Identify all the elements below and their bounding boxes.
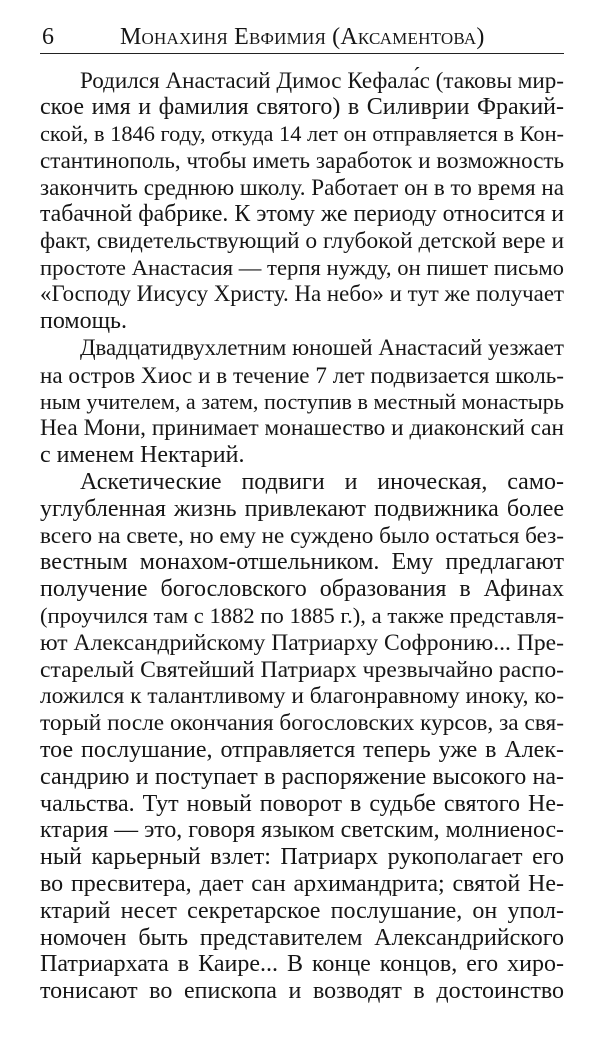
text-line: вестным монахом-отшельником. Ему предлагают — [40, 549, 564, 576]
text-line: тонисают во епископа и возводят в достоинство — [40, 978, 564, 1005]
page-number: 6 — [42, 24, 54, 50]
running-head — [40, 22, 564, 52]
text-line: стантинополь, чтобы иметь заработок и возможность — [40, 147, 564, 174]
running-head-title: Монахиня Евфимия (Аксаментова) — [120, 24, 485, 50]
text-line: ское имя и фамилия святого) в Силиврии Фракий- — [40, 93, 564, 120]
text-line: «Господу Иисусу Христу. На небо» и тут же получает — [40, 281, 564, 307]
text-line: Двадцатидвухлетним юношей Анастасий уезжает — [80, 334, 564, 360]
text-line: ют Александрийскому Патриарху Софронию... Пре- — [40, 629, 564, 656]
text-line: Родился Анастасий Димос Кефала́с (таковы мир- — [80, 67, 564, 93]
text-line: всего на свете, но ему не суждено было остаться без- — [40, 522, 564, 549]
text-line: получение богословского образования в Афинах — [40, 576, 564, 603]
text-line: номочен быть представителем Александрийского — [40, 924, 564, 951]
text-line: (проучился там с 1882 по 1885 г.), а также представля- — [40, 602, 564, 628]
text-line: закончить среднюю школу. Работает он в то время на — [40, 174, 564, 201]
text-line: углубленная жизнь привлекают подвижника более — [40, 495, 564, 522]
text-line: помощь. — [40, 308, 127, 335]
body-text — [40, 67, 564, 1005]
text-line: факт, свидетельствующий о глубокой детской вере и — [40, 227, 564, 254]
text-line: на остров Хиос и в течение 7 лет подвизается школь- — [40, 361, 564, 388]
text-line: ный карьерный взлет: Патриарх рукополагает его — [40, 844, 564, 871]
text-line: Патриархата в Каире... В конце концов, его хиро- — [40, 951, 564, 978]
text-line: ской, в 1846 году, откуда 14 лет он отправляется в Кон- — [40, 120, 564, 146]
text-line: сандрию и поступает в распоряжение высокого на- — [40, 763, 564, 790]
text-line: во пресвитера, дает сан архимандрита; святой Не- — [40, 870, 564, 897]
paragraph — [40, 67, 564, 335]
text-line: табачной фабрике. К этому же периоду относится и — [40, 200, 564, 227]
paragraph — [40, 335, 564, 469]
text-line: Аскетические подвиги и иноческая, само- — [80, 468, 564, 495]
paragraph — [40, 469, 564, 1005]
text-line: простоте Анастасия — терпя нужду, он пишет письмо — [40, 254, 564, 280]
text-line: ложился к талантливому и благонравному иноку, ко- — [40, 683, 564, 710]
text-line: торый после окончания богословских курсов, за свя- — [40, 710, 564, 737]
text-line: ктарий несет секретарское послушание, он упол- — [40, 897, 564, 924]
header-rule — [40, 53, 564, 54]
text-line: ктария — это, говоря языком светским, молниенос- — [40, 817, 564, 844]
text-line: старелый Святейший Патриарх чрезвычайно распо- — [40, 656, 564, 683]
text-line: ным учителем, а затем, поступив в местный монастырь — [40, 388, 564, 414]
text-line: тое послушание, отправляется теперь уже в Алек- — [40, 736, 564, 763]
text-line: чальства. Тут новый поворот в судьбе святого Не- — [40, 790, 564, 817]
text-line: с именем Нектарий. — [40, 442, 245, 469]
text-line: Неа Мони, принимает монашество и диаконский сан — [40, 415, 564, 442]
